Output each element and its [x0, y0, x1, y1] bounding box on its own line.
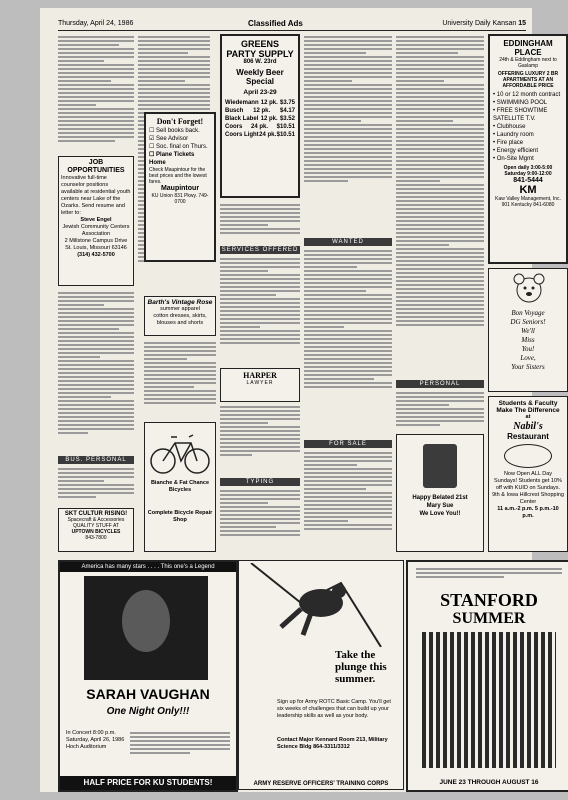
nabils-name2: Restaurant [507, 432, 549, 441]
skt-line3: UPTOWN BICYCLES [71, 529, 121, 535]
greens-name: Coors Light [225, 132, 259, 138]
classified-text-col4a [304, 34, 392, 234]
greens-name: Wiedemann [225, 100, 259, 106]
job-title: JOB OPPORTUNITIES [67, 159, 125, 174]
eddingham-tagline: OFFERING LUXURY 2 BR APARTMENTS AT AN AFFORDABLE PRICE [497, 71, 559, 89]
greens-sz: 12 pk. [260, 100, 278, 106]
km-logo: KM [519, 184, 537, 196]
stanford-summer-ad [406, 560, 568, 792]
greens-price-row [225, 99, 295, 107]
greens-price-list [225, 99, 295, 139]
bike-text-spacer [147, 494, 213, 510]
bus-personal-header: BUS. PERSONAL [58, 456, 134, 464]
bicycle-icon [147, 425, 213, 477]
eddingham-sub: 24th & Eddingham next to Gaslamp [499, 57, 557, 69]
skt-cultur-ad [58, 508, 134, 552]
greens-name: Coors [225, 124, 243, 130]
greens-special2: Special [245, 77, 274, 86]
army-headline: Take the plunge this summer. [335, 649, 387, 685]
services-offered-header: SERVICES OFFERED [221, 247, 299, 253]
eddingham-feature: • FREE SHOWTIME SATELLITE T.V. [493, 108, 548, 122]
classified-text-col2b [144, 340, 216, 420]
eddingham-title: EDDINGHAM PLACE [503, 39, 553, 57]
for-sale-header: FOR SALE [304, 440, 392, 448]
voyage-line: DG Seniors! [510, 318, 546, 326]
nabils-offer: Now Open ALL Day Sundays! Students get 10% off with KUID on Sundays. [494, 471, 562, 491]
greens-name: Busch [225, 108, 244, 114]
greens-price: $4.17 [279, 108, 295, 114]
greens-dates: April 23-29 [243, 89, 277, 96]
greens-name: Black Label [225, 116, 259, 122]
vaughan-name: SARAH VAUGHAN [86, 686, 210, 702]
barth-sub: summer apparel [160, 306, 200, 312]
maupintour-logo: Maupintour [160, 185, 200, 192]
greens-special1: Weekly Beer [236, 68, 284, 77]
stanford-dates: JUNE 23 THROUGH AUGUST 16 [439, 779, 539, 786]
classified-text-col3b [220, 404, 300, 474]
classified-text-col1a [58, 34, 134, 154]
eddingham-feature: • Energy efficient [493, 148, 539, 154]
sarah-vaughan-ad [58, 560, 238, 792]
greens-party-supply-ad [220, 34, 300, 198]
stanford-columns-illustration [422, 632, 556, 768]
services-text [220, 256, 300, 366]
nabils-line3: at [525, 414, 531, 420]
forget-item-3-text: Soc. final on Thurs. [156, 144, 208, 150]
bon-voyage-ad [488, 268, 568, 392]
greens-sz: 12 pk. [253, 108, 271, 114]
greens-price-row [225, 123, 295, 131]
typing-text [220, 488, 300, 552]
greens-price: $3.75 [279, 100, 295, 106]
nabils-name: Nabil's [513, 421, 543, 432]
vaughan-face [122, 590, 170, 652]
greens-price-row [225, 131, 295, 139]
birthday-line1: Happy Belated 21st [412, 495, 468, 501]
voyage-line: You! [521, 345, 535, 353]
job-org: Jewish Community Centers Association [62, 224, 130, 237]
job-contact: Steve Engel [80, 217, 112, 223]
barth-desc: cotton dresses, skirts, blouses and shorts [153, 313, 207, 326]
greens-price-row [225, 107, 295, 115]
skt-title: SKT CULTUR RISING! [64, 511, 128, 517]
eddingham-feature: • Clubhouse [493, 124, 526, 130]
forget-item-1-text: Sell books back. [156, 128, 200, 134]
greens-title: GREENS PARTY SUPPLY [226, 39, 294, 59]
voyage-lines [492, 309, 564, 372]
vaughan-top: America has many stars . . . . This one's a Legend [60, 562, 236, 572]
job-address: 2 Millstone Campus Drive St. Louis, Missouri 63146 [64, 238, 128, 251]
job-body: Innovative full-time counselor positions available at residential youth centers near Lake of the Ozarks. Send resume and letter to: [61, 175, 131, 216]
classified-text-col3a [220, 202, 300, 242]
skt-phone: 843-7800 [85, 535, 107, 541]
birthday-ad [396, 434, 484, 552]
army-body: Sign up for Army ROTC Basic Camp. You'll get six weeks of challenges that can build up your leadership skills as well as your body. [277, 699, 391, 719]
harper-title: HARPER [243, 371, 277, 380]
army-contact: Contact Major Kennard Room 213, Military Science Bldg 864-3311/3312 [277, 737, 388, 750]
header-rule [58, 30, 526, 31]
rappelling-soldier-icon [241, 563, 401, 647]
bus-personal-text [58, 466, 134, 506]
skt-sub: Spacecraft & Accessories [67, 517, 125, 523]
nabils-logo [504, 444, 552, 468]
maupintour-address: KU Union 831 Pkwy. 749-0700 [151, 193, 209, 205]
bike-sub: Complete Bicycle Repair Shop [147, 510, 213, 523]
nabils-address: 9th & Iowa Hillcrest Shopping Center [492, 492, 564, 505]
job-phone: (314) 432-5700 [77, 252, 115, 258]
eddingham-feature: • SWIMMING POOL [493, 100, 548, 106]
army-rotc-ad [238, 560, 404, 790]
personal-text [396, 390, 484, 432]
page-number: 15 [518, 20, 526, 27]
header-date: Thursday, April 24, 1986 [58, 20, 134, 27]
personal-header: PERSONAL [396, 380, 484, 388]
nabils-line2: Make The Difference [496, 407, 560, 414]
paper-name: University Daily Kansan [442, 20, 517, 27]
vaughan-photo [84, 576, 208, 680]
job-opportunities-ad [58, 156, 134, 286]
birthday-line2: Mary Sue [426, 503, 454, 509]
newspaper-page [40, 8, 564, 792]
eddingham-features [493, 91, 563, 163]
voyage-line: Love, [520, 354, 536, 362]
voyage-line: Miss [521, 336, 535, 344]
harper-lawyer-ad [220, 368, 300, 402]
birthday-line3: We Love You!! [419, 511, 461, 517]
nabils-line1: Students & Faculty [498, 400, 558, 407]
bike-title: Bianche & Fat Chance Bicycles [150, 480, 210, 493]
vaughan-detail: In Concert 8:00 p.m. Saturday, April 26, 1986 Hoch Auditorium [66, 730, 125, 750]
classified-text-col5a [396, 34, 484, 374]
typing-header: TYPING [220, 478, 300, 486]
nabils-hours: 11 a.m.-2 p.m. 5 p.m.-10 p.m. [497, 506, 559, 519]
greens-sz: 12 pk. [260, 116, 278, 122]
greens-sz: 24 pk. [259, 132, 277, 138]
birthday-photo [423, 444, 457, 488]
header-section: Classified Ads [248, 19, 303, 28]
wanted-header: WANTED [304, 238, 392, 246]
bicycle-ad [144, 422, 216, 552]
eddingham-place-ad [488, 34, 568, 264]
forget-item-2-text: See Advisor [156, 136, 189, 142]
forget-item-2: ☑ See Advisor [149, 136, 189, 142]
stanford-header-text [416, 566, 562, 586]
voyage-line: Bon Voyage [511, 309, 545, 317]
forget-item-1: ☐ Sell books back. [149, 128, 200, 134]
bear-icon [492, 272, 566, 306]
eddingham-phone: 841-5444 [513, 177, 543, 184]
harper-sub: LAWYER [246, 380, 274, 386]
greens-price: $3.52 [279, 116, 295, 122]
army-footer: ARMY RESERVE OFFICERS' TRAINING CORPS [253, 781, 389, 787]
vaughan-show: One Night Only!!! [106, 706, 190, 717]
forget-check: Check Maupintour for the best prices and the lowest fares. [149, 167, 207, 185]
greens-price-row [225, 115, 295, 123]
voyage-line: Your Sisters [511, 363, 545, 371]
forget-title: Don't Forget! [156, 117, 204, 126]
greens-price: $10.51 [276, 132, 295, 138]
classified-text-col1b [58, 290, 134, 450]
greens-sz: 24 pk. [250, 124, 268, 130]
eddingham-feature: • On-Site Mgmt [493, 156, 534, 162]
vaughan-ticket-text [130, 730, 230, 766]
dont-forget-ad [144, 112, 216, 262]
eddingham-hours: Open daily 3:00-5:00 Saturday 9:00-12:00 [503, 165, 553, 177]
barth-title: Barth's Vintage Rose [147, 299, 213, 306]
forget-item-3: ☐ Soc. final on Thurs. [149, 144, 208, 150]
stanford-title2: SUMMER [452, 610, 526, 627]
forget-item-4: ☐ Plane Tickets Home [149, 152, 195, 166]
stanford-title1: STANFORD [440, 590, 538, 610]
eddingham-footer: Kaw Valley Management, Inc. 901 Kentucky 841-6080 [495, 196, 561, 208]
wanted-text [304, 248, 392, 436]
header-paper [442, 20, 526, 27]
forget-item-4-text: Plane Tickets Home [149, 152, 195, 166]
nabils-restaurant-ad [488, 396, 568, 552]
greens-price: $10.51 [276, 124, 295, 130]
eddingham-feature: • 10 or 12 month contract [493, 92, 561, 98]
for-sale-text [304, 450, 392, 552]
vaughan-price: HALF PRICE FOR KU STUDENTS! [60, 776, 236, 790]
eddingham-feature: • Laundry room [493, 132, 534, 138]
skt-line2: QUALITY STUFF AT [73, 523, 119, 529]
barths-vintage-rose-ad [144, 296, 216, 336]
greens-address: 806 W. 23rd [243, 59, 277, 65]
voyage-line: We'll [521, 327, 535, 335]
eddingham-feature: • Fire place [493, 140, 524, 146]
